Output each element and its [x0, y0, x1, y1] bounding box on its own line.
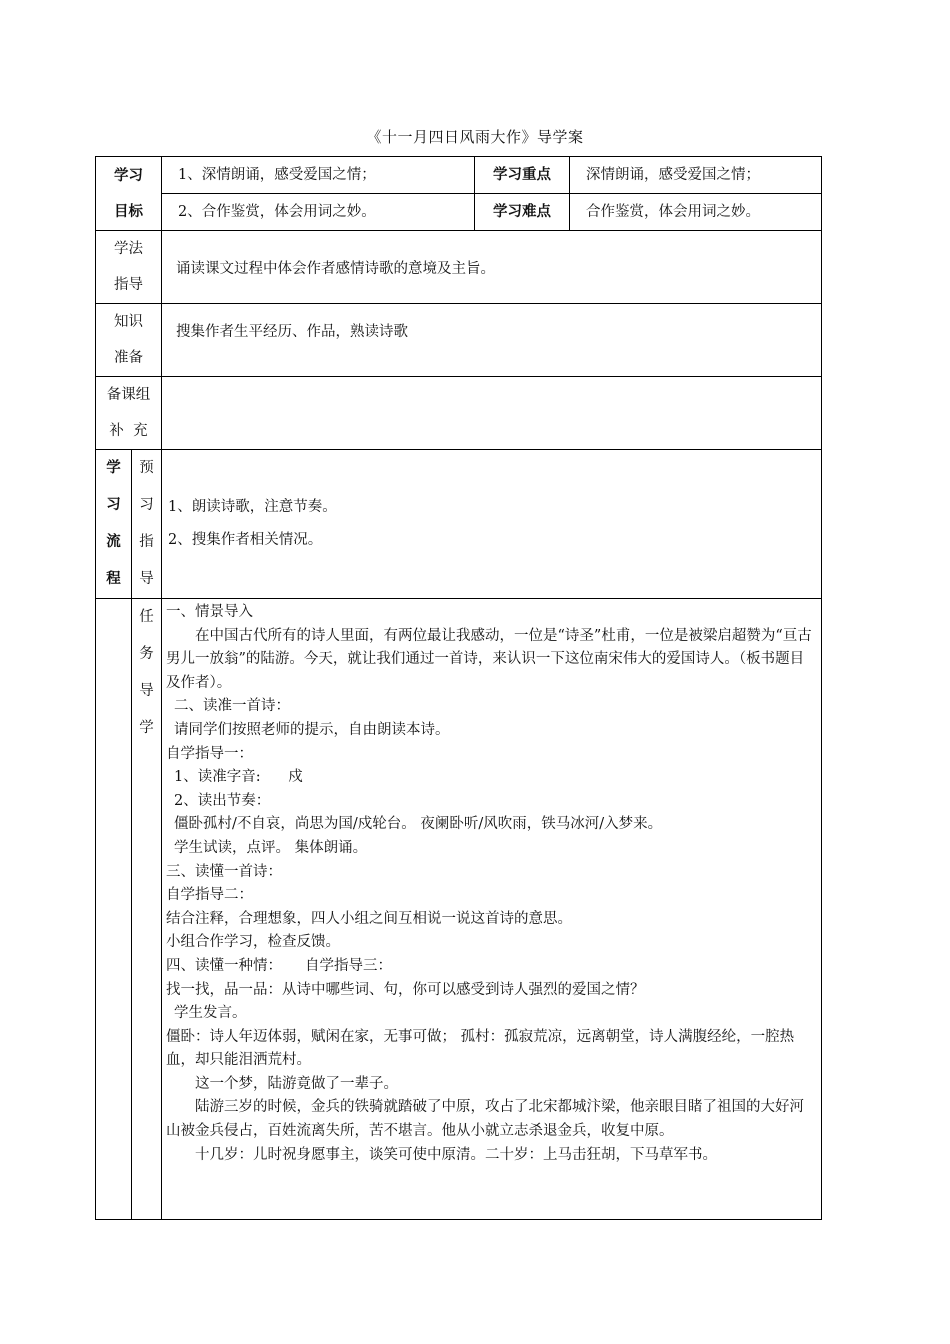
task-line: 僵卧孤村/不自哀，尚思为国/戍轮台。 夜阑卧听/风吹雨，铁马冰河/入梦来。 — [174, 816, 663, 833]
preview-label-cell — [132, 450, 162, 599]
task-content — [162, 599, 822, 1220]
task-line: 一、情景导入 — [166, 604, 253, 620]
objectives-row-2 — [96, 194, 822, 231]
method-label-line1: 学法 — [114, 241, 143, 257]
method-label-line2: 指导 — [114, 277, 143, 293]
task-label-char-2: 务 — [139, 646, 154, 662]
supplement-label-line1: 备课组 — [106, 387, 151, 403]
focus-value: 深情朗诵，感受爱国之情； — [586, 167, 760, 183]
task-label-char-1: 任 — [139, 609, 154, 625]
objective-item-1-cell — [162, 157, 475, 194]
difficulty-label: 学习难点 — [475, 194, 570, 231]
preview-label-char-2: 习 — [139, 497, 154, 513]
supplement-text — [162, 377, 822, 450]
supplement-label-line2: 补 充 — [109, 423, 148, 439]
task-line: 学生发言。 — [174, 1005, 247, 1022]
knowledge-text: 搜集作者生平经历、作品，熟读诗歌 — [162, 304, 822, 377]
task-row — [96, 599, 822, 1220]
task-line: 这一个梦，陆游竟做了一辈子。 — [195, 1075, 398, 1092]
task-line: 十几岁：儿时祝身愿事主，谈笑可使中原清。二十岁：上马击狂胡，下马草军书。 — [195, 1146, 717, 1163]
task-label-cell — [132, 599, 162, 1220]
method-text: 诵读课文过程中体会作者感情诗歌的意境及主旨。 — [162, 231, 822, 304]
preview-label-char-4: 导 — [139, 571, 154, 587]
preview-item-2: 2、搜集作者相关情况。 — [168, 532, 323, 548]
knowledge-label-line2: 准备 — [114, 350, 143, 366]
knowledge-label-line1: 知识 — [114, 314, 143, 330]
task-label-char-3: 导 — [139, 683, 154, 699]
lesson-plan-table — [95, 156, 822, 1220]
preview-content — [162, 450, 822, 599]
knowledge-label-cell — [96, 304, 162, 377]
process-label-char-4: 程 — [106, 571, 121, 587]
task-line: 2、读出节奏： — [174, 792, 271, 809]
task-line: 四、读懂一种情： 自学指导三： — [166, 957, 393, 974]
objective-item-2-cell — [162, 194, 475, 231]
process-label-cell — [96, 450, 132, 599]
objectives-label-line2: 目标 — [114, 203, 143, 220]
task-line: 结合注释，合理想象，四人小组之间互相说一说这首诗的意思。 — [166, 910, 572, 927]
objectives-label-cell — [96, 157, 162, 231]
process-label-char-2: 习 — [106, 497, 121, 513]
method-row — [96, 231, 822, 304]
objectives-label-line1: 学习 — [114, 167, 143, 184]
task-line: 三、读懂一首诗： — [166, 863, 282, 880]
preview-item-1: 1、朗读诗歌，注意节奏。 — [168, 499, 337, 515]
objective-item-1: 1、深情朗诵，感受爱国之情； — [178, 167, 376, 183]
difficulty-value-cell — [570, 194, 822, 231]
preview-label-char-3: 指 — [139, 534, 154, 550]
task-line: 僵卧：诗人年迈体弱，赋闲在家，无事可做； 孤村：孤寂荒凉，远离朝堂，诗人满腹经纶，一腔热血，却只能泪洒荒村。 — [166, 1028, 795, 1069]
supplement-label-cell — [96, 377, 162, 450]
preview-label-char-1: 预 — [139, 460, 154, 476]
supplement-row — [96, 377, 822, 450]
preview-row — [96, 450, 822, 599]
task-line: 1、读准字音: 戍 — [174, 769, 303, 786]
task-line: 自学指导一： — [166, 745, 253, 762]
focus-label: 学习重点 — [475, 157, 570, 194]
task-line: 小组合作学习，检查反馈。 — [166, 934, 340, 951]
task-line: 陆游三岁的时候，金兵的铁骑就踏破了中原，攻占了北宋都城汴梁，他亲眼目睹了祖国的大好河山被金兵侵占，百姓流离失所，苦不堪言。他从小就立志杀退金兵，收复中原。 — [166, 1099, 804, 1140]
difficulty-value: 合作鉴赏，体会用词之妙。 — [586, 204, 760, 220]
task-line: 找一找，品一品：从诗中哪些词、句，你可以感受到诗人强烈的爱国之情？ — [166, 981, 645, 998]
method-label-cell — [96, 231, 162, 304]
task-label-char-4: 学 — [139, 720, 154, 736]
knowledge-row — [96, 304, 822, 377]
task-line: 二、读准一首诗： — [174, 698, 290, 715]
objective-item-2: 2、合作鉴赏，体会用词之妙。 — [178, 204, 376, 220]
document-title: 《十一月四日风雨大作》导学案 — [366, 128, 584, 146]
objectives-row-1 — [96, 157, 822, 194]
focus-value-cell — [570, 157, 822, 194]
task-line: 学生试读，点评。 集体朗诵。 — [174, 839, 368, 856]
task-line: 请同学们按照老师的提示，自由朗读本诗。 — [174, 721, 450, 738]
task-line: 在中国古代所有的诗人里面，有两位最让我感动，一位是“诗圣”杜甫，一位是被梁启超赞为“亘古男儿一放翁”的陆游。今天，就让我们通过一首诗，来认识一下这位南宋伟大的爱国诗人。（板书题目及作者）。 — [166, 627, 812, 691]
process-label-char-1: 学 — [106, 460, 121, 476]
process-label-char-3: 流 — [106, 534, 121, 550]
process-label-continuation — [96, 599, 132, 1220]
task-line: 自学指导二： — [166, 887, 253, 904]
